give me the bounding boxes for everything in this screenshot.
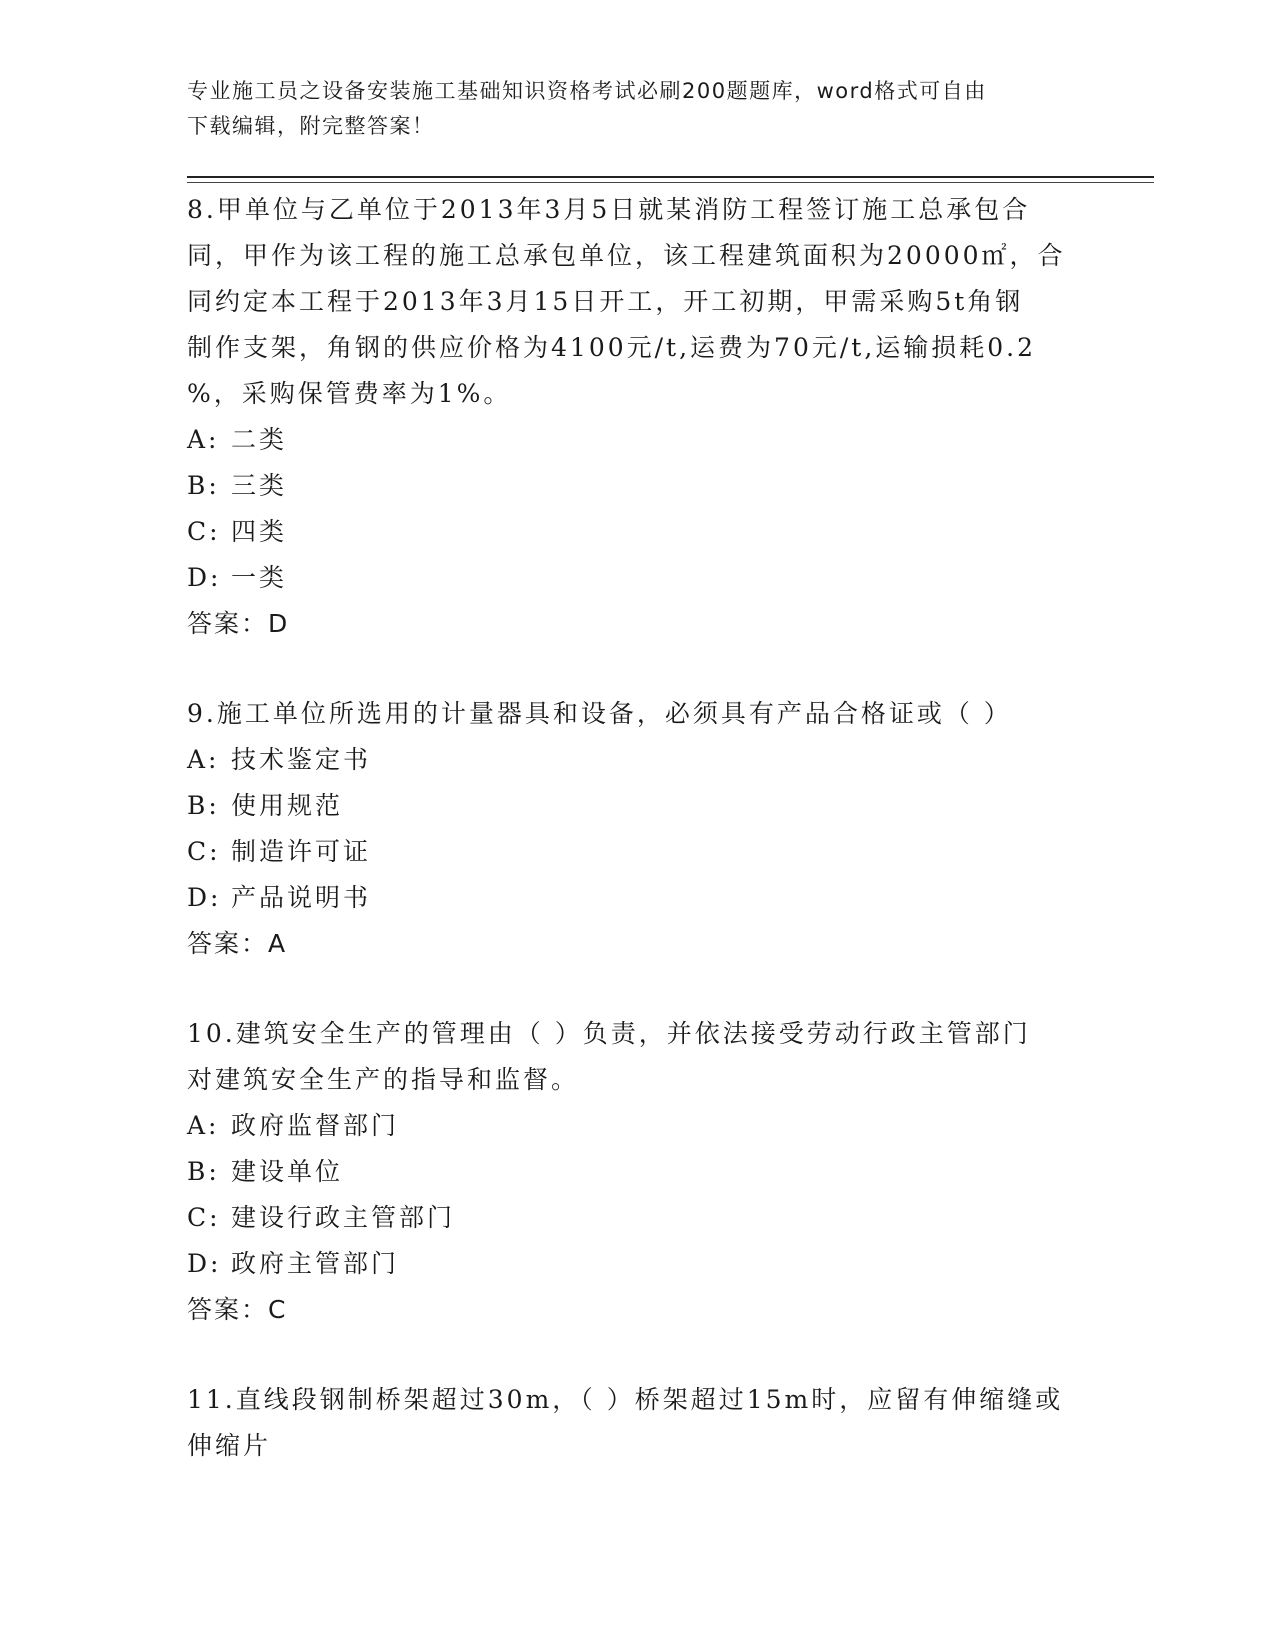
question-11	[187, 1377, 1087, 1469]
option-letter: A:	[187, 425, 220, 454]
question-stem-line: 11.直线段钢制桥架超过30m，（ ）桥架超过15m时，应留有伸缩缝或	[187, 1385, 1064, 1414]
answer-line: 答案：A	[187, 929, 288, 958]
option-text: 产品说明书	[231, 883, 372, 912]
question-stem-line: 制作支架，角钢的供应价格为4100元/t,运费为70元/t,运输损耗0.2	[187, 333, 1037, 362]
header-divider-thin	[187, 182, 1154, 183]
option-b	[187, 783, 1087, 829]
header-title-line-1: 专业施工员之设备安装施工基础知识资格考试必刷200题题库，word格式可自由	[187, 79, 987, 103]
option-c	[187, 829, 1087, 875]
header-title-line-2: 下载编辑，附完整答案！	[187, 114, 435, 138]
question-stem-line: 同，甲作为该工程的施工总承包单位，该工程建筑面积为20000㎡，合	[187, 241, 1066, 270]
question-gap	[187, 1333, 1087, 1377]
option-text: 技术鉴定书	[231, 745, 372, 774]
option-text: 建设单位	[231, 1157, 344, 1186]
document-header	[187, 74, 1067, 144]
option-a	[187, 417, 1087, 463]
question-8	[187, 187, 1087, 647]
question-stem-line: 10.建筑安全生产的管理由（ ）负责，并依法接受劳动行政主管部门	[187, 1019, 1031, 1048]
question-stem-line: 对建筑安全生产的指导和监督。	[187, 1065, 580, 1094]
option-letter: B:	[187, 471, 220, 500]
option-text: 二类	[231, 425, 288, 454]
option-c	[187, 1195, 1087, 1241]
question-stem-line: 伸缩片	[187, 1431, 272, 1460]
question-stem-line: 同约定本工程于2013年3月15日开工，开工初期，甲需采购5t角钢	[187, 287, 1024, 316]
answer-line: 答案：D	[187, 609, 290, 638]
option-a	[187, 1103, 1087, 1149]
option-d	[187, 555, 1087, 601]
question-stem-line: 8.甲单位与乙单位于2013年3月5日就某消防工程签订施工总承包合	[187, 195, 1031, 224]
option-text: 使用规范	[231, 791, 344, 820]
option-letter: D:	[187, 883, 222, 912]
question-stem-line: %，采购保管费率为1%。	[187, 379, 512, 408]
option-letter: B:	[187, 791, 220, 820]
option-d	[187, 1241, 1087, 1287]
option-letter: A:	[187, 1111, 220, 1140]
option-text: 一类	[231, 563, 288, 592]
question-stem-line: 9.施工单位所选用的计量器具和设备，必须具有产品合格证或（ ）	[187, 699, 1012, 728]
option-letter: A:	[187, 745, 220, 774]
option-text: 政府主管部门	[231, 1249, 400, 1278]
option-letter: D:	[187, 1249, 222, 1278]
option-text: 三类	[231, 471, 288, 500]
option-letter: C:	[187, 837, 221, 866]
option-letter: C:	[187, 1203, 221, 1232]
option-letter: D:	[187, 563, 222, 592]
option-b	[187, 463, 1087, 509]
question-10	[187, 1011, 1087, 1333]
question-9	[187, 691, 1087, 967]
option-d	[187, 875, 1087, 921]
question-list	[187, 187, 1087, 1469]
option-letter: C:	[187, 517, 221, 546]
question-gap	[187, 647, 1087, 691]
answer-line: 答案：C	[187, 1295, 288, 1324]
option-c	[187, 509, 1087, 555]
option-b	[187, 1149, 1087, 1195]
option-text: 建设行政主管部门	[231, 1203, 456, 1232]
option-text: 政府监督部门	[231, 1111, 400, 1140]
header-divider-thick	[187, 176, 1154, 178]
question-gap	[187, 967, 1087, 1011]
option-text: 四类	[231, 517, 288, 546]
option-letter: B:	[187, 1157, 220, 1186]
option-a	[187, 737, 1087, 783]
option-text: 制造许可证	[231, 837, 372, 866]
